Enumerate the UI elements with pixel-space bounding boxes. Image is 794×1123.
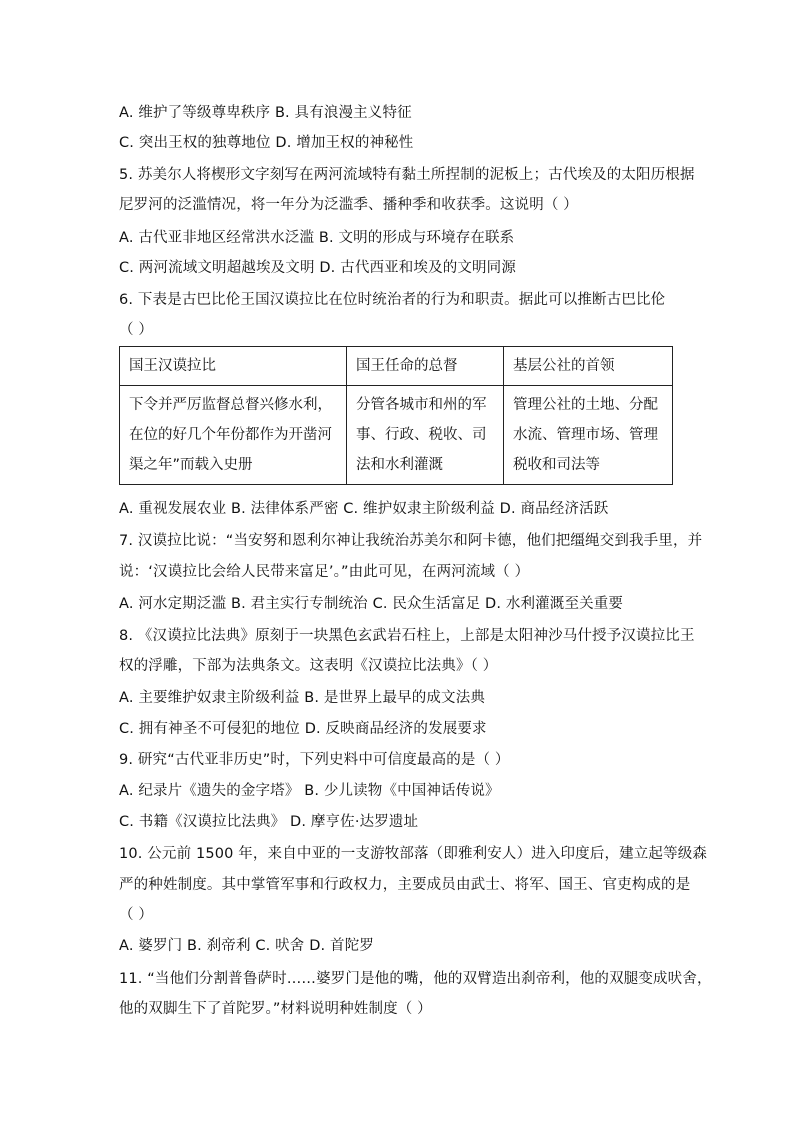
q9-options-ab: A. 纪录片《遗失的金字塔》 B. 少儿读物《中国神话传说》 — [119, 783, 500, 799]
table-header-cell: 国王任命的总督 — [347, 347, 504, 386]
table-header-cell: 基层公社的首领 — [504, 347, 673, 386]
q11-stem-line2: 他的双脚生下了首陀罗。”材料说明种姓制度（ ） — [119, 1001, 432, 1017]
q5-options-cd: C. 两河流域文明超越埃及文明 D. 古代西亚和埃及的文明同源 — [119, 260, 516, 276]
q6-stem-line2: （ ） — [119, 322, 154, 338]
q6-stem-line1: 6. 下表是古巴比伦王国汉谟拉比在位时统治者的行为和职责。据此可以推断古巴比伦 — [119, 292, 666, 308]
table-cell: 管理公社的土地、分配水流、管理市场、管理税收和司法等 — [504, 386, 673, 485]
q5-stem-line2: 尼罗河的泛滥情况，将一年分为泛滥季、播种季和收获季。这说明（ ） — [119, 197, 578, 213]
q9-options-cd: C. 书籍《汉谟拉比法典》 D. 摩亨佐·达罗遗址 — [119, 814, 419, 830]
q8-stem-line2: 权的浮雕，下部为法典条文。这表明《汉谟拉比法典》（ ） — [119, 658, 498, 674]
q10-options: A. 婆罗门 B. 刹帝利 C. 吠舍 D. 首陀罗 — [119, 938, 375, 954]
q7-stem-line2: 说：‘汉谟拉比会给人民带来富足’。”由此可见，在两河流域（ ） — [119, 564, 530, 580]
q4-options-cd: C. 突出王权的独尊地位 D. 增加王权的神秘性 — [119, 135, 414, 151]
q7-options: A. 河水定期泛滥 B. 君主实行专制统治 C. 民众生活富足 D. 水利灌溉至关重要 — [119, 596, 624, 612]
q11-stem-line1: 11. “当他们分割普鲁萨时……婆罗门是他的嘴，他的双臂造出刹帝利，他的双腿变成吠舍， — [119, 971, 712, 987]
q9-stem: 9. 研究“古代亚非历史”时，下列史料中可信度最高的是（ ） — [119, 752, 510, 768]
q6-options: A. 重视发展农业 B. 法律体系严密 C. 维护奴隶主阶级利益 D. 商品经济活跃 — [119, 501, 609, 517]
q10-stem-line2: 严的种姓制度。其中掌管军事和行政权力，主要成员由武士、将军、国王、官吏构成的是 — [119, 877, 691, 893]
q10-stem-line1: 10. 公元前 1500 年，来自中亚的一支游牧部落（即雅利安人）进入印度后，建立起等级森 — [119, 846, 708, 862]
q4-options-ab: A. 维护了等级尊卑秩序 B. 具有浪漫主义特征 — [119, 105, 412, 121]
q7-stem-line1: 7. 汉谟拉比说：“当安努和恩利尔神让我统治苏美尔和阿卡德，他们把缰绳交到我手里，并 — [119, 533, 703, 549]
table-cell: 分管各城市和州的军事、行政、税收、司法和水利灌溉 — [347, 386, 504, 485]
q5-stem-line1: 5. 苏美尔人将楔形文字刻写在两河流域特有黏土所捏制的泥板上；古代埃及的太阳历根据 — [119, 167, 695, 183]
q8-stem-line1: 8. 《汉谟拉比法典》原刻于一块黑色玄武岩石柱上，上部是太阳神沙马什授予汉谟拉比王 — [119, 628, 695, 644]
table-cell: 下令并严厉监督总督兴修水利，在位的好几个年份都作为开凿河渠之年”而载入史册 — [120, 386, 347, 485]
q5-options-ab: A. 古代亚非地区经常洪水泛滥 B. 文明的形成与环境存在联系 — [119, 230, 515, 246]
q10-stem-line3: （ ） — [119, 907, 154, 923]
table-row — [120, 386, 673, 485]
q8-options-ab: A. 主要维护奴隶主阶级利益 B. 是世界上最早的成文法典 — [119, 690, 486, 706]
q6-table — [119, 346, 673, 485]
q8-options-cd: C. 拥有神圣不可侵犯的地位 D. 反映商品经济的发展要求 — [119, 721, 487, 737]
table-header-cell: 国王汉谟拉比 — [120, 347, 347, 386]
table-header-row — [120, 347, 673, 386]
